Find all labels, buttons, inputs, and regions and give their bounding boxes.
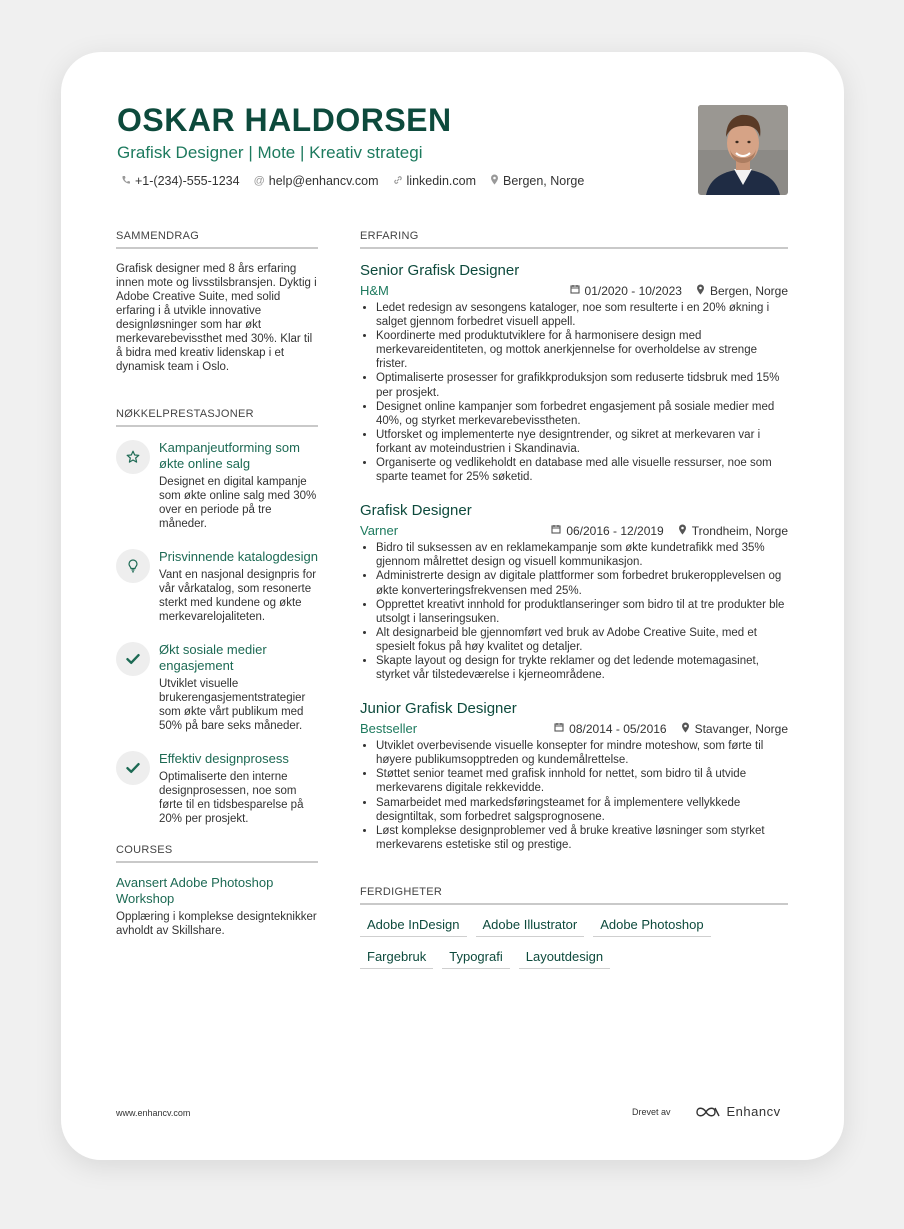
achievement-text: Designet en digital kampanje som økte online salg med 30% over en periode på tre måneder. (159, 476, 317, 530)
enhancv-logo-icon (695, 1105, 721, 1119)
achievement-item (116, 642, 318, 733)
course-title: Avansert Adobe Photoshop Workshop (116, 875, 274, 906)
linkedin-text: linkedin.com (406, 174, 476, 188)
job-bullets (360, 739, 788, 852)
achievement-title: Effektiv designprosess (159, 751, 289, 766)
bullet-item: • Opprettet kreativt innhold for produktlanseringer som bidro til at tre produkter ble utsolgt i lanseringsuken. (376, 598, 788, 626)
job-dates: 06/2016 - 12/2019 (566, 523, 664, 538)
job-dates: 01/2020 - 10/2023 (584, 283, 682, 298)
job-location: Bergen, Norge (709, 283, 788, 298)
skill-tag: Adobe InDesign (360, 915, 467, 937)
achievement-text: Utviklet visuelle brukerengasjementstrategier som økte vårt publikum med 50% på bare seks måneder. (159, 678, 306, 732)
job-title: Junior Grafisk Designer (360, 700, 517, 718)
contact-email[interactable] (254, 174, 379, 188)
achievement-title: Økt sosiale medier engasjement (159, 642, 267, 673)
company-name: Bestseller (360, 721, 418, 737)
courses-heading: COURSES (116, 844, 318, 863)
link-icon (393, 175, 403, 188)
location-pin-icon (678, 524, 687, 538)
location-pin-icon (490, 174, 499, 188)
at-icon: @ (253, 175, 265, 187)
location-pin-icon (696, 284, 705, 298)
achievement-title: Prisvinnende katalogdesign (159, 549, 318, 564)
bullet-item: • Bidro til suksessen av en reklamekampanje som økte kundetrafikk med 35% gjennom målrettet design og visuell kommunikasjon. (376, 541, 788, 569)
achievement-title: Kampanjeutforming som økte online salg (159, 440, 300, 471)
skills-list (360, 915, 740, 969)
company-name: Varner (360, 523, 399, 539)
course-text: Opplæring i komplekse designteknikker avholdt av Skillshare. (116, 911, 317, 937)
bullet-item: • Optimaliserte prosesser for grafikkproduksjon som reduserte tidsbruk med 15% per prosjekt. (376, 371, 788, 399)
candidate-title: Grafisk Designer | Mote | Kreativ strategi (117, 143, 423, 162)
job-meta (360, 283, 788, 298)
job-entry (360, 502, 788, 682)
skill-tag: Layoutdesign (519, 947, 610, 969)
achievement-text: Vant en nasjonal designpris for vår vårkatalog, som resonerte sterkt med kundene og økte merkevarelojaliteten. (159, 569, 317, 623)
bullet-item: • Utforsket og implementerte nye designtrender, og sikret at merkevaren var i forkant av moteindustrien i Skandinavia. (376, 428, 788, 456)
job-location: Stavanger, Norge (694, 721, 788, 736)
skill-tag: Adobe Photoshop (593, 915, 710, 937)
job-bullets (360, 541, 788, 682)
candidate-name: OSKAR HALDORSEN (117, 102, 452, 138)
contact-row (121, 174, 584, 188)
powered-by-label: Drevet av (632, 1106, 671, 1117)
achievement-item (116, 440, 318, 531)
resume-page (61, 52, 844, 1160)
job-location: Trondheim, Norge (691, 523, 788, 538)
bullet-item: • Løst komplekse designproblemer ved å bruke kreative løsninger som styrket merkevarens estetiske stil og prestige. (376, 824, 788, 852)
experience-heading: ERFARING (360, 230, 788, 249)
contact-location (490, 174, 584, 188)
bullet-item: • Skapte layout og design for trykte reklamer og det ledende motemagasinet, styrket vår tilstedeværelse i kjerneområdene. (376, 654, 788, 682)
contact-linkedin[interactable] (393, 174, 476, 188)
job-entry (360, 700, 788, 852)
email-text: help@enhancv.com (268, 174, 379, 188)
bullet-item: • Administrerte design av digitale plattformer som forbedret brukeropplevelsen og økte konverteringsfrekvensen med 25%. (376, 569, 788, 597)
left-column (116, 230, 318, 938)
bullet-item: • Støttet senior teamet med grafisk innhold for nettet, som bidro til å utvide merkevarens digitale rekkevidde. (376, 767, 788, 795)
bullet-item: • Koordinerte med produktutviklere for å harmonisere design med merkevareidentiteten, og mottok anerkjennelse for overholdelse av strenge frister. (376, 329, 788, 371)
brand-name: Enhancv (726, 1104, 781, 1119)
job-bullets (360, 301, 788, 484)
location-pin-icon (681, 722, 690, 736)
footer-branding (632, 1104, 781, 1119)
check-icon (116, 751, 150, 785)
star-icon (116, 440, 150, 474)
achievements-heading: NØKKELPRESTASJONER (116, 408, 318, 427)
company-name: H&M (360, 283, 389, 298)
bullet-item: • Samarbeidet med markedsføringsteamet for å implementere vellykkede designtiltak, som forbedret salgsprognosene. (376, 796, 788, 824)
bullet-item: • Alt designarbeid ble gjennomført ved bruk av Adobe Creative Suite, med et spesielt fokus på høy kvalitet og detaljer. (376, 626, 788, 654)
achievement-text: Optimaliserte den interne designprosessen, noe som førte til en tidsbesparelse på 20% per prosjekt. (159, 771, 304, 825)
check-icon (116, 642, 150, 676)
calendar-icon (570, 284, 580, 297)
calendar-icon (554, 722, 564, 735)
bullet-item: • Organiserte og vedlikeholdt en database med alle visuelle ressurser, noe som sparte teamet for 25% søketid. (376, 456, 788, 484)
bullet-item: • Designet online kampanjer som forbedret engasjement på sosiale medier med 40%, og styrket merkevarebevisstheten. (376, 400, 788, 428)
job-dates: 08/2014 - 05/2016 (569, 721, 667, 736)
job-title: Senior Grafisk Designer (360, 262, 520, 279)
skill-tag: Fargebruk (360, 947, 433, 969)
profile-photo (698, 105, 788, 195)
enhancv-logo[interactable] (695, 1104, 781, 1119)
right-column (360, 230, 788, 969)
bullet-item: • Utviklet overbevisende visuelle konsepter for mindre moteshow, som førte til høyere publikumsopptreden og kundemålrettelse. (376, 739, 788, 767)
achievement-item (116, 549, 318, 624)
calendar-icon (551, 524, 561, 537)
job-meta (360, 523, 788, 538)
achievement-item (116, 751, 318, 826)
phone-text: +1-(234)-555-1234 (135, 174, 240, 188)
summary-text: Grafisk designer med 8 års erfaring innen mote og livsstilsbransjen. Dyktig i Adobe Creative Suite, med solid erfaring i å utvikle innovative designløsninger som har økt merkevarebevissthet med 30%. Klar til å bidra med kreativ lidenskap i et dynamisk team i Oslo. (116, 263, 317, 373)
location-text: Bergen, Norge (503, 174, 585, 188)
skill-tag: Typografi (442, 947, 509, 969)
job-meta (360, 721, 788, 736)
summary-heading: SAMMENDRAG (116, 230, 318, 249)
phone-icon (121, 175, 131, 188)
job-entry (360, 262, 788, 484)
skill-tag: Adobe Illustrator (476, 915, 585, 937)
achievements-list (116, 440, 318, 826)
job-title: Grafisk Designer (360, 502, 472, 520)
footer-website[interactable]: www.enhancv.com (116, 1108, 191, 1118)
skills-heading: FERDIGHETER (360, 886, 788, 905)
contact-phone (121, 174, 240, 188)
bullet-item: • Ledet redesign av sesongens kataloger, noe som resulterte i en 20% økning i salget gjennom forbedret visuell appell. (376, 301, 788, 329)
lightbulb-icon (116, 549, 150, 583)
